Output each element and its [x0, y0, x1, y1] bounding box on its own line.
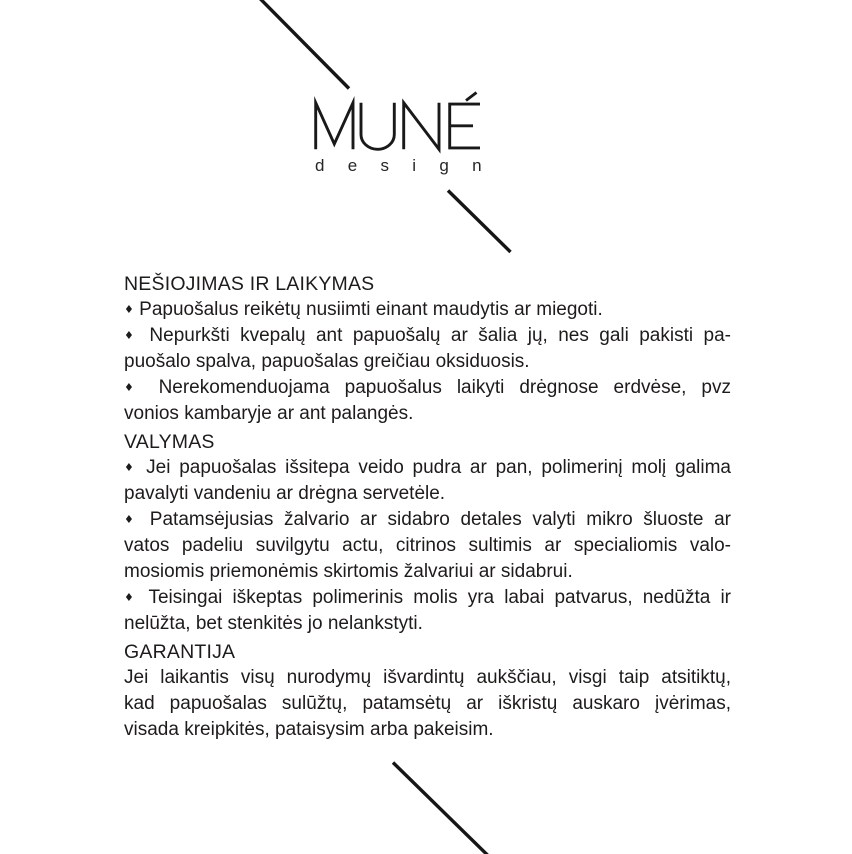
- letter-e-acute: [448, 93, 480, 150]
- bullet-item: [124, 585, 731, 637]
- diagonal-line-top: [259, 0, 350, 89]
- bullet-diamond-icon: ♦: [124, 461, 138, 474]
- section-heading: GARANTIJA: [124, 641, 236, 663]
- text-line: ♦ Teisingai iškeptas polimerinis molis yra labai patvarus, nedūžta ir: [124, 587, 731, 608]
- instruction-section: [124, 271, 731, 427]
- text-line: puošalo spalva, papuošalas greičiau oksiduosis.: [124, 351, 530, 372]
- paragraph: [124, 665, 731, 743]
- text-line: kad papuošalas sulūžtų, patamsėtų ar iškristų auskaro įvėrimas,: [124, 693, 731, 714]
- diagonal-line-bottom: [393, 763, 490, 854]
- care-instructions-text: [124, 271, 731, 743]
- text-line: ♦ Jei papuošalas išsitepa veido pudra ar pan, polimerinį molį galima: [124, 457, 731, 478]
- bullet-item: [124, 323, 731, 375]
- bullet-item: [124, 375, 731, 427]
- bullet-diamond-icon: ♦: [124, 303, 134, 316]
- section-heading: VALYMAS: [124, 431, 215, 453]
- text-line: vatos padeliu suvilgytu actu, citrinos sultimis ar specialiomis valo-: [124, 535, 731, 556]
- letter-n: [404, 103, 439, 150]
- bullet-diamond-icon: ♦: [124, 329, 139, 342]
- text-line: vonios kambaryje ar ant palangės.: [124, 403, 414, 424]
- bullet-item: [124, 455, 731, 507]
- brand-subtitle: design: [315, 156, 505, 175]
- instruction-section: [124, 429, 731, 637]
- text-line: ♦ Patamsėjusias žalvario ar sidabro detales valyti mikro šluoste ar: [124, 509, 731, 530]
- bullet-item: [124, 297, 731, 323]
- instruction-section: [124, 639, 731, 743]
- diagonal-line-middle: [448, 191, 511, 253]
- text-line: ♦ Nepurkšti kvepalų ant papuošalų ar šalia jų, nes gali pakisti pa-: [124, 325, 731, 346]
- text-line: mosiomis priemonėmis skirtomis žalvariui ar sidabrui.: [124, 561, 573, 582]
- section-heading: NEŠIOJIMAS IR LAIKYMAS: [124, 273, 375, 295]
- text-line: nelūžta, bet stenkitės jo nelankstyti.: [124, 613, 423, 634]
- text-line: ♦ Papuošalus reikėtų nusiimti einant maudytis ar miegoti.: [124, 299, 603, 320]
- letter-m: [316, 103, 353, 150]
- text-line: ♦ Nerekomenduojama papuošalus laikyti drėgnose erdvėse, pvz: [124, 377, 731, 398]
- bullet-diamond-icon: ♦: [124, 591, 139, 604]
- bullet-item: [124, 507, 731, 585]
- bullet-diamond-icon: ♦: [124, 381, 144, 394]
- text-line: Jei laikantis visų nurodymų išvardintų aukščiau, visgi taip atsitiktų,: [124, 667, 731, 688]
- text-line: visada kreipkitės, pataisysim arba pakeisim.: [124, 719, 494, 740]
- bullet-diamond-icon: ♦: [124, 513, 140, 526]
- brand-wordmark-icon: [310, 88, 485, 158]
- text-line: pavalyti vandeniu ar drėgna servetėle.: [124, 483, 446, 504]
- letter-u: [361, 103, 394, 150]
